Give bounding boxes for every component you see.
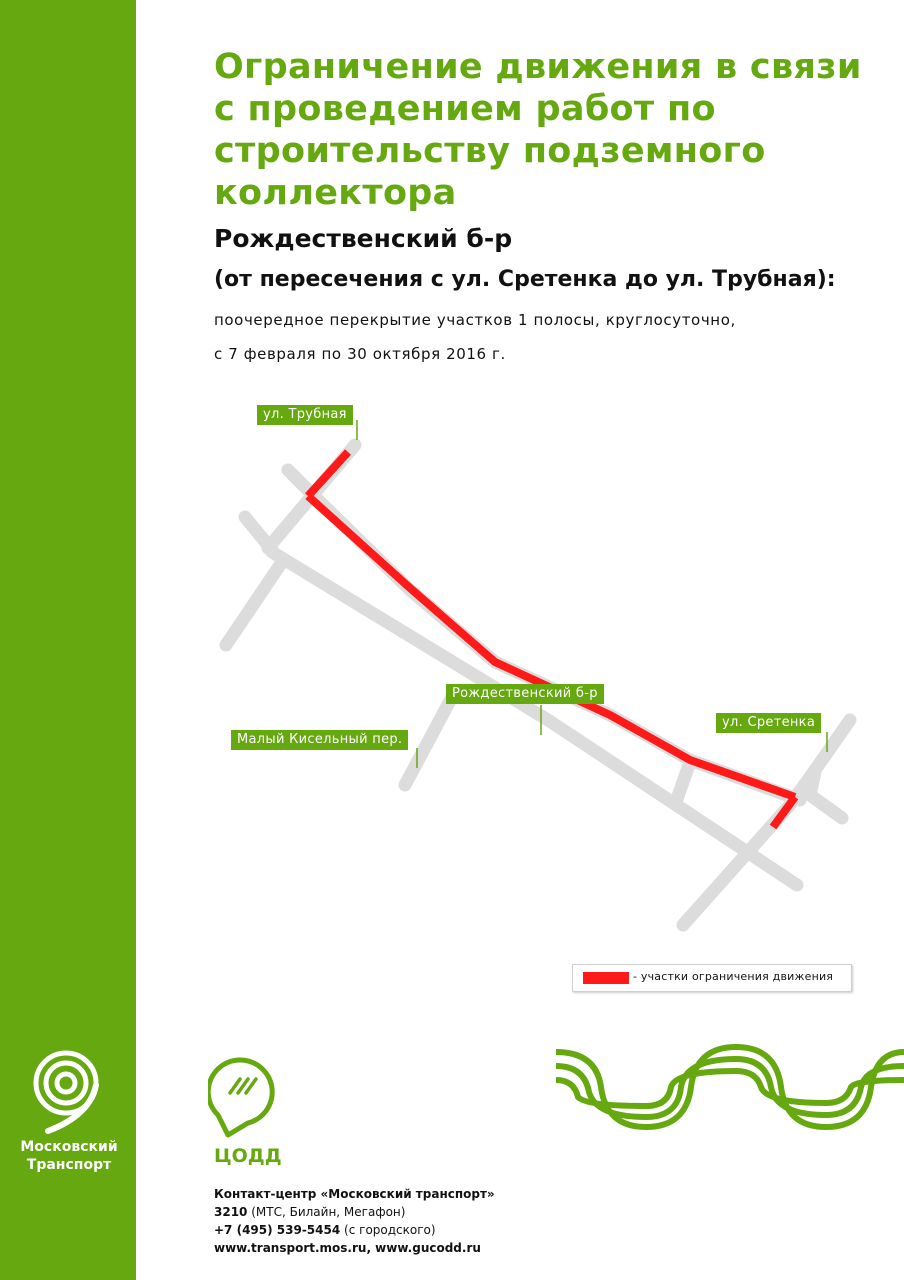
page-title — [214, 46, 874, 214]
legend-text: - участки ограничения движения — [633, 970, 834, 983]
moscow-transport-logo-icon — [28, 1045, 108, 1135]
decorative-wave-icon — [556, 1042, 904, 1132]
title-line: коллектора — [214, 173, 457, 213]
websites-link[interactable]: www.transport.mos.ru, www.gucodd.ru — [214, 1241, 481, 1255]
phone-number[interactable]: +7 (495) 539-5454 — [214, 1223, 341, 1237]
short-number[interactable]: 3210 — [214, 1205, 248, 1219]
legend-red-swatch — [583, 972, 629, 984]
codd-logo-icon — [208, 1045, 288, 1145]
restriction-segments — [308, 452, 795, 827]
phone-line — [214, 1221, 495, 1239]
road-connector — [676, 762, 690, 802]
phone-note: (с городского) — [344, 1223, 436, 1237]
restriction-boulevard — [308, 496, 795, 797]
label-sretenka: ул. Сретенка — [716, 713, 821, 733]
road-boulevard-north — [313, 495, 800, 800]
map-legend — [572, 964, 852, 992]
contact-center: Контакт-центр «Московский транспорт» — [214, 1187, 495, 1201]
restriction-period: с 7 февраля по 30 октября 2016 г. — [214, 345, 506, 363]
restriction-mode: поочередное перекрытие участков 1 полосы, круглосуточно, — [214, 311, 736, 329]
label-rozhdestvensky: Рождественский б-р — [446, 684, 604, 704]
road-sretenka-branch — [810, 772, 842, 818]
sidebar — [0, 0, 136, 1280]
title-line: Ограничение движения в связи — [214, 47, 862, 87]
org-name: Московский Транспорт — [20, 1139, 118, 1173]
street-map — [136, 390, 904, 960]
short-number-line — [214, 1203, 495, 1221]
street-name: Рождественский б-р — [214, 224, 513, 253]
restriction-trubnaya — [308, 452, 348, 496]
title-line: с проведением работ по — [214, 89, 716, 129]
title-line: строительству подземного — [214, 131, 766, 171]
road-maly-kiselny — [405, 697, 452, 785]
label-trubnaya: ул. Трубная — [257, 405, 353, 425]
contacts-block — [214, 1185, 495, 1257]
road-top-left — [245, 517, 272, 550]
road-south-trubnaya — [226, 565, 280, 645]
codd-name: ЦОДД — [214, 1145, 282, 1167]
street-range: (от пересечения с ул. Сретенка до ул. Трубная): — [214, 267, 836, 292]
label-maly-kiselny: Малый Кисельный пер. — [231, 730, 408, 750]
short-operators: (МТС, Билайн, Мегафон) — [251, 1205, 406, 1219]
